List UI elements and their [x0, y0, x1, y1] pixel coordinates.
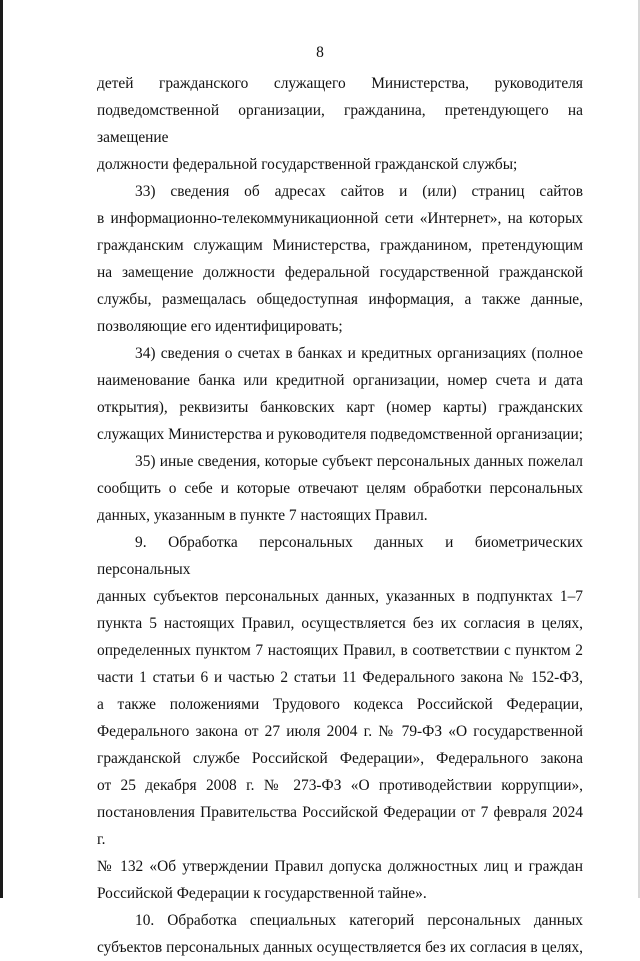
- text-line: пункта 5 настоящих Правил, осуществляется без их согласия в целях,: [97, 615, 583, 632]
- paragraph-1-line-3: [97, 151, 583, 178]
- paragraph-2-line-2: [97, 205, 583, 232]
- paragraph-1-line-1: [97, 70, 583, 97]
- text-line: 34) сведения о счетах в банках и кредитных организациях (полное: [135, 345, 583, 362]
- paragraph-1-line-2: [97, 97, 583, 151]
- text-line: № 132 «Об утверждении Правил допуска должностных лиц и граждан: [97, 858, 583, 875]
- paragraph-5-line-7: [97, 718, 583, 745]
- paragraph-2-line-3: [97, 232, 583, 259]
- text-line: подведомственной организации, гражданина, претендующего на замещение: [97, 102, 583, 146]
- text-line: субъектов персональных данных осуществляется без их согласия в целях,: [97, 939, 583, 956]
- text-line: открытия), реквизиты банковских карт (номер карты) гражданских: [97, 399, 583, 416]
- paragraph-2-line-4: [97, 259, 583, 286]
- paragraph-3-line-1: [97, 340, 583, 367]
- paragraph-3-line-3: [97, 394, 583, 421]
- paragraph-4-line-2: [97, 475, 583, 502]
- paragraph-5-line-5: [97, 664, 583, 691]
- text-line: части 1 статьи 6 и частью 2 статьи 11 Федерального закона № 152-ФЗ,: [97, 669, 583, 686]
- text-line: данных субъектов персональных данных, указанных в подпунктах 1–7: [97, 588, 583, 605]
- text-line: детей гражданского служащего Министерства, руководителя: [97, 75, 583, 92]
- paragraph-5-line-6: [97, 691, 583, 718]
- text-line: 33) сведения об адресах сайтов и (или) страниц сайтов: [135, 183, 583, 200]
- page-number: 8: [316, 44, 324, 61]
- text-line: 35) иные сведения, которые субъект персональных данных пожелал: [135, 453, 583, 470]
- text-line: постановления Правительства Российской Федерации от 7 февраля 2024 г.: [97, 804, 583, 848]
- paragraph-6-line-2: [97, 934, 583, 961]
- text-line: 9. Обработка персональных данных и биометрических персональных: [97, 534, 583, 578]
- text-line: наименование банка или кредитной организации, номер счета и дата: [97, 372, 583, 389]
- text-line: а также положениями Трудового кодекса Российской Федерации,: [97, 696, 583, 713]
- text-line: Российской Федерации к государственной тайне».: [97, 885, 427, 902]
- paragraph-3-line-2: [97, 367, 583, 394]
- paragraph-5-line-2: [97, 583, 583, 610]
- paragraph-5-line-3: [97, 610, 583, 637]
- text-line: служащих Министерства и руководителя подведомственной организации;: [97, 426, 583, 443]
- paragraph-2-line-6: [97, 313, 583, 340]
- paragraph-5-line-10: [97, 799, 583, 853]
- text-line: 10. Обработка специальных категорий персональных данных: [135, 912, 583, 929]
- text-line: Федерального закона от 27 июля 2004 г. № 79-ФЗ «О государственной: [97, 723, 583, 740]
- document-body: [97, 70, 583, 961]
- paragraph-5-line-4: [97, 637, 583, 664]
- paragraph-5-line-8: [97, 745, 583, 772]
- text-line: гражданской службе Российской Федерации», Федерального закона: [97, 750, 583, 767]
- paragraph-5-line-9: [97, 772, 583, 799]
- paragraph-5-line-11: [97, 853, 583, 880]
- text-line: должности федеральной государственной гражданской службы;: [97, 156, 518, 173]
- text-line: позволяющие его идентифицировать;: [97, 318, 343, 335]
- text-line: на замещение должности федеральной государственной гражданской: [97, 264, 583, 281]
- text-line: данных, указанным в пункте 7 настоящих Правил.: [97, 507, 428, 524]
- paragraph-5-line-1: [97, 529, 583, 583]
- text-line: гражданским служащим Министерства, гражданином, претендующим: [97, 237, 583, 254]
- paragraph-4-line-1: [97, 448, 583, 475]
- text-line: в информационно-телекоммуникационной сети «Интернет», на которых: [97, 210, 583, 227]
- paragraph-2-line-5: [97, 286, 583, 313]
- text-line: определенных пунктом 7 настоящих Правил, в соответствии с пунктом 2: [97, 642, 583, 659]
- paragraph-3-line-4: [97, 421, 583, 448]
- text-line: сообщить о себе и которые отвечают целям обработки персональных: [97, 480, 583, 497]
- scan-edge-left: [0, 0, 3, 898]
- text-line: службы, размещалась общедоступная информация, а также данные,: [97, 291, 583, 308]
- paragraph-2-line-1: [97, 178, 583, 205]
- paragraph-5-line-12: [97, 880, 583, 907]
- paragraph-6-line-1: [97, 907, 583, 934]
- text-line: от 25 декабря 2008 г. № 273-ФЗ «О противодействии коррупции»,: [97, 777, 583, 794]
- paragraph-4-line-3: [97, 502, 583, 529]
